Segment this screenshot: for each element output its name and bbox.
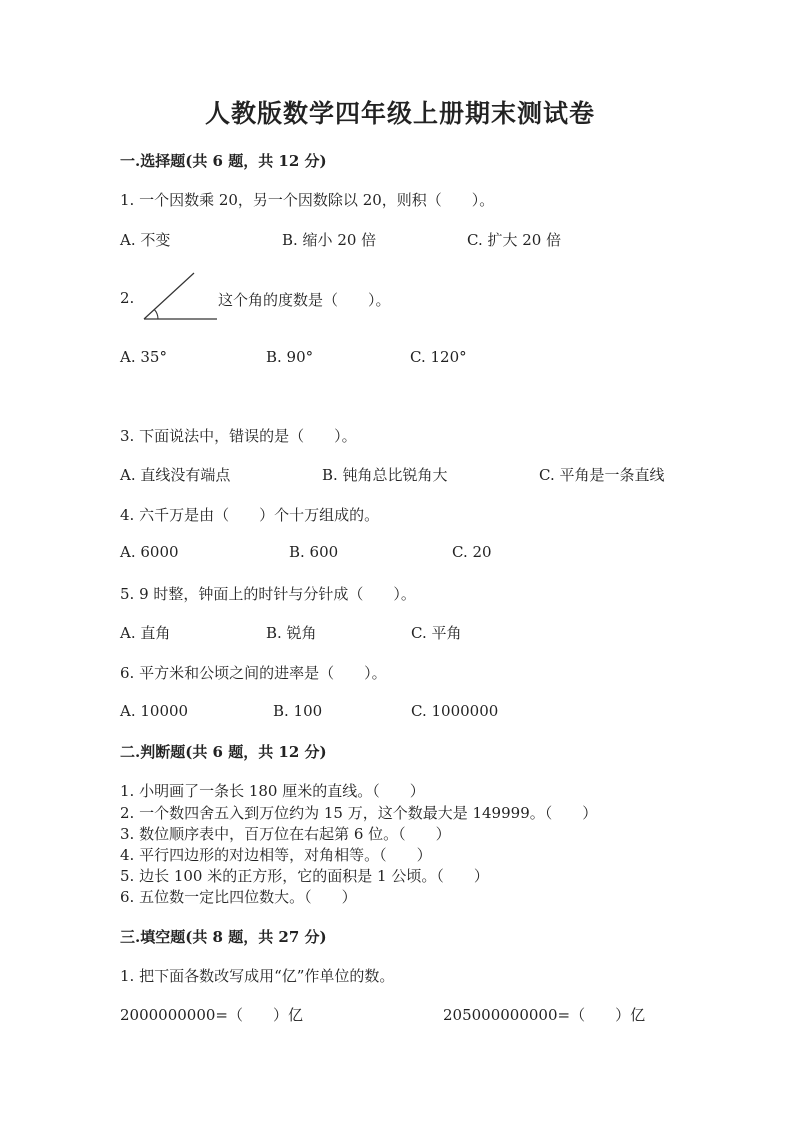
question-1-4: 4. 六千万是由（ ）个十万组成的。 bbox=[120, 506, 380, 524]
question-1-2-number: 2. bbox=[120, 289, 135, 307]
option-1-1-c: C. 扩大 20 倍 bbox=[467, 231, 562, 249]
page-title: 人教版数学四年级上册期末测试卷 bbox=[204, 99, 595, 128]
option-1-5-c: C. 平角 bbox=[411, 624, 462, 642]
option-1-4-c: C. 20 bbox=[452, 543, 492, 561]
option-1-6-a: A. 10000 bbox=[120, 702, 189, 720]
option-1-5-b: B. 锐角 bbox=[266, 624, 317, 642]
option-1-2-a: A. 35° bbox=[120, 348, 167, 366]
judgement-item: 3. 数位顺序表中，百万位在右起第 6 位。（ ） bbox=[120, 825, 451, 843]
option-1-5-a: A. 直角 bbox=[120, 624, 171, 642]
section-heading-fill: 三.填空题(共 8 题，共 27 分) bbox=[120, 928, 327, 946]
judgement-item: 6. 五位数一定比四位数大。（ ） bbox=[120, 888, 357, 906]
option-1-3-c: C. 平角是一条直线 bbox=[539, 466, 665, 484]
question-1-1: 1. 一个因数乘 20，另一个因数除以 20，则积（ ）。 bbox=[120, 191, 495, 209]
option-1-1-a: A. 不变 bbox=[120, 231, 171, 249]
section-heading-judgement: 二.判断题(共 6 题，共 12 分) bbox=[120, 743, 327, 761]
judgement-item: 5. 边长 100 米的正方形，它的面积是 1 公顷。（ ） bbox=[120, 867, 489, 885]
section-heading-choice: 一.选择题(共 6 题，共 12 分) bbox=[120, 152, 327, 170]
option-1-6-b: B. 100 bbox=[273, 702, 323, 720]
question-3-1: 1. 把下面各数改写成用“亿”作单位的数。 bbox=[120, 967, 395, 985]
judgement-item: 4. 平行四边形的对边相等，对角相等。（ ） bbox=[120, 846, 432, 864]
option-1-3-b: B. 钝角总比锐角大 bbox=[322, 466, 448, 484]
question-1-2: 这个角的度数是（ ）。 bbox=[218, 291, 391, 309]
question-1-6: 6. 平方米和公顷之间的进率是（ ）。 bbox=[120, 664, 387, 682]
option-1-2-b: B. 90° bbox=[266, 348, 314, 366]
option-1-2-c: C. 120° bbox=[410, 348, 467, 366]
fill-blank-1: 2000000000=（ ）亿 bbox=[120, 1006, 304, 1024]
question-1-3: 3. 下面说法中，错误的是（ ）。 bbox=[120, 427, 357, 445]
angle-figure bbox=[140, 270, 222, 324]
judgement-item: 2. 一个数四舍五入到万位约为 15 万，这个数最大是 149999。（ ） bbox=[120, 804, 598, 822]
option-1-1-b: B. 缩小 20 倍 bbox=[282, 231, 377, 249]
option-1-6-c: C. 1000000 bbox=[411, 702, 499, 720]
question-1-5: 5. 9 时整，钟面上的时针与分针成（ ）。 bbox=[120, 585, 416, 603]
fill-blank-2: 205000000000=（ ）亿 bbox=[443, 1006, 646, 1024]
option-1-3-a: A. 直线没有端点 bbox=[120, 466, 231, 484]
option-1-4-b: B. 600 bbox=[289, 543, 339, 561]
judgement-item: 1. 小明画了一条长 180 厘米的直线。（ ） bbox=[120, 782, 425, 800]
option-1-4-a: A. 6000 bbox=[120, 543, 179, 561]
